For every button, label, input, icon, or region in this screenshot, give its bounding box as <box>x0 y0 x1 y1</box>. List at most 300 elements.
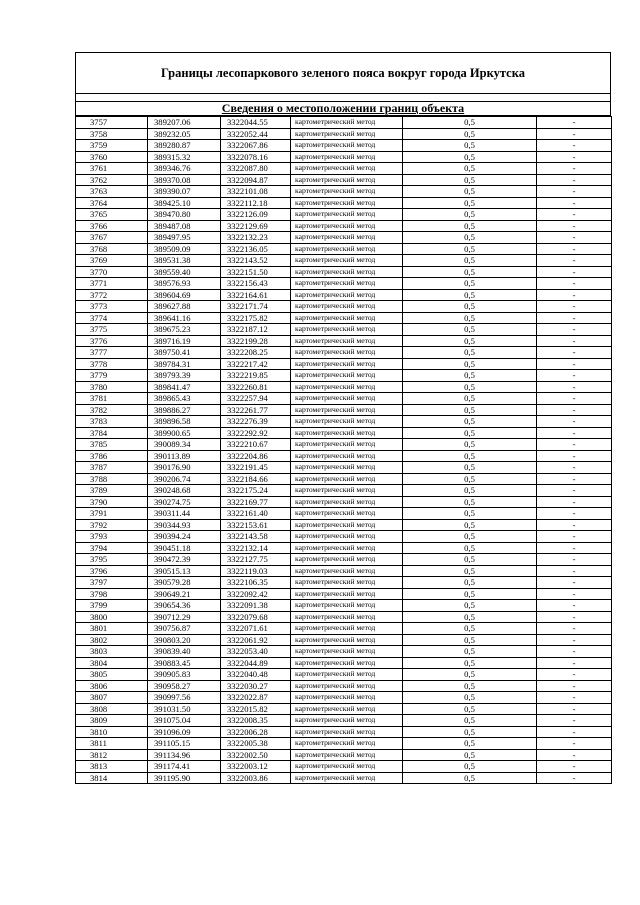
point-number-cell: 3795 <box>76 554 148 566</box>
method-cell: картометрический метод <box>291 404 403 416</box>
point-number-cell: 3767 <box>76 232 148 244</box>
accuracy-cell: 0,5 <box>403 473 537 485</box>
coordinate-y-cell: 3322143.58 <box>221 531 291 543</box>
point-number-cell: 3804 <box>76 657 148 669</box>
description-cell: - <box>537 611 612 623</box>
table-row <box>76 370 612 382</box>
description-cell: - <box>537 646 612 658</box>
method-cell: картометрический метод <box>291 496 403 508</box>
accuracy-cell: 0,5 <box>403 289 537 301</box>
method-cell: картометрический метод <box>291 393 403 405</box>
accuracy-cell: 0,5 <box>403 312 537 324</box>
point-number-cell: 3807 <box>76 692 148 704</box>
point-number-cell: 3793 <box>76 531 148 543</box>
accuracy-cell: 0,5 <box>403 749 537 761</box>
coordinate-y-cell: 3322204.86 <box>221 450 291 462</box>
coordinate-x-cell: 389531.38 <box>148 255 221 267</box>
table-row <box>76 726 612 738</box>
accuracy-cell: 0,5 <box>403 611 537 623</box>
description-cell: - <box>537 473 612 485</box>
coordinate-y-cell: 3322208.25 <box>221 347 291 359</box>
point-number-cell: 3811 <box>76 738 148 750</box>
coordinate-y-cell: 3322210.67 <box>221 439 291 451</box>
description-cell: - <box>537 496 612 508</box>
table-row <box>76 174 612 186</box>
coordinate-y-cell: 3322022.87 <box>221 692 291 704</box>
description-cell: - <box>537 439 612 451</box>
coordinate-y-cell: 3322091.38 <box>221 600 291 612</box>
point-number-cell: 3769 <box>76 255 148 267</box>
point-number-cell: 3760 <box>76 151 148 163</box>
point-number-cell: 3778 <box>76 358 148 370</box>
coordinate-x-cell: 390515.13 <box>148 565 221 577</box>
coordinate-y-cell: 3322257.94 <box>221 393 291 405</box>
accuracy-cell: 0,5 <box>403 197 537 209</box>
coordinate-x-cell: 390274.75 <box>148 496 221 508</box>
description-cell: - <box>537 600 612 612</box>
accuracy-cell: 0,5 <box>403 588 537 600</box>
coordinate-y-cell: 3322101.08 <box>221 186 291 198</box>
accuracy-cell: 0,5 <box>403 600 537 612</box>
point-number-cell: 3776 <box>76 335 148 347</box>
coordinate-y-cell: 3322071.61 <box>221 623 291 635</box>
method-cell: картометрический метод <box>291 715 403 727</box>
coordinate-y-cell: 3322153.61 <box>221 519 291 531</box>
accuracy-cell: 0,5 <box>403 565 537 577</box>
boundary-points-table <box>75 116 612 784</box>
table-row <box>76 312 612 324</box>
coordinate-x-cell: 389390.07 <box>148 186 221 198</box>
method-cell: картометрический метод <box>291 657 403 669</box>
coordinate-x-cell: 389576.93 <box>148 278 221 290</box>
coordinate-x-cell: 390712.29 <box>148 611 221 623</box>
accuracy-cell: 0,5 <box>403 347 537 359</box>
coordinate-x-cell: 391096.09 <box>148 726 221 738</box>
coordinate-y-cell: 3322119.03 <box>221 565 291 577</box>
method-cell: картометрический метод <box>291 634 403 646</box>
description-cell: - <box>537 312 612 324</box>
table-body <box>76 117 612 784</box>
method-cell: картометрический метод <box>291 542 403 554</box>
description-cell: - <box>537 772 612 784</box>
description-cell: - <box>537 680 612 692</box>
table-row <box>76 163 612 175</box>
accuracy-cell: 0,5 <box>403 140 537 152</box>
point-number-cell: 3779 <box>76 370 148 382</box>
coordinate-x-cell: 389900.65 <box>148 427 221 439</box>
accuracy-cell: 0,5 <box>403 174 537 186</box>
coordinate-x-cell: 389716.19 <box>148 335 221 347</box>
accuracy-cell: 0,5 <box>403 519 537 531</box>
accuracy-cell: 0,5 <box>403 358 537 370</box>
coordinate-x-cell: 390883.45 <box>148 657 221 669</box>
point-number-cell: 3785 <box>76 439 148 451</box>
description-cell: - <box>537 542 612 554</box>
method-cell: картометрический метод <box>291 680 403 692</box>
coordinate-x-cell: 390394.24 <box>148 531 221 543</box>
coordinate-y-cell: 3322187.12 <box>221 324 291 336</box>
coordinate-x-cell: 390756.87 <box>148 623 221 635</box>
description-cell: - <box>537 634 612 646</box>
table-row <box>76 473 612 485</box>
point-number-cell: 3780 <box>76 381 148 393</box>
point-number-cell: 3764 <box>76 197 148 209</box>
point-number-cell: 3801 <box>76 623 148 635</box>
method-cell: картометрический метод <box>291 289 403 301</box>
coordinate-y-cell: 3322008.35 <box>221 715 291 727</box>
coordinate-x-cell: 389793.39 <box>148 370 221 382</box>
coordinate-x-cell: 389675.23 <box>148 324 221 336</box>
table-row <box>76 669 612 681</box>
coordinate-y-cell: 3322161.40 <box>221 508 291 520</box>
point-number-cell: 3766 <box>76 220 148 232</box>
coordinate-x-cell: 389497.95 <box>148 232 221 244</box>
point-number-cell: 3797 <box>76 577 148 589</box>
method-cell: картометрический метод <box>291 312 403 324</box>
method-cell: картометрический метод <box>291 565 403 577</box>
method-cell: картометрический метод <box>291 703 403 715</box>
description-cell: - <box>537 140 612 152</box>
description-cell: - <box>537 623 612 635</box>
description-cell: - <box>537 738 612 750</box>
table-row <box>76 772 612 784</box>
table-row <box>76 531 612 543</box>
method-cell: картометрический метод <box>291 519 403 531</box>
accuracy-cell: 0,5 <box>403 692 537 704</box>
coordinate-x-cell: 389346.76 <box>148 163 221 175</box>
table-row <box>76 278 612 290</box>
description-cell: - <box>537 577 612 589</box>
point-number-cell: 3763 <box>76 186 148 198</box>
coordinate-x-cell: 391105.15 <box>148 738 221 750</box>
coordinate-y-cell: 3322217.42 <box>221 358 291 370</box>
coordinate-x-cell: 391031.50 <box>148 703 221 715</box>
coordinate-y-cell: 3322052.44 <box>221 128 291 140</box>
method-cell: картометрический метод <box>291 473 403 485</box>
description-cell: - <box>537 335 612 347</box>
coordinate-x-cell: 390905.83 <box>148 669 221 681</box>
coordinate-y-cell: 3322132.23 <box>221 232 291 244</box>
table-row <box>76 761 612 773</box>
coordinate-x-cell: 391174.41 <box>148 761 221 773</box>
accuracy-cell: 0,5 <box>403 209 537 221</box>
coordinate-y-cell: 3322132.14 <box>221 542 291 554</box>
description-cell: - <box>537 427 612 439</box>
method-cell: картометрический метод <box>291 209 403 221</box>
coordinate-y-cell: 3322112.18 <box>221 197 291 209</box>
accuracy-cell: 0,5 <box>403 772 537 784</box>
coordinate-x-cell: 390839.40 <box>148 646 221 658</box>
point-number-cell: 3762 <box>76 174 148 186</box>
method-cell: картометрический метод <box>291 347 403 359</box>
description-cell: - <box>537 163 612 175</box>
method-cell: картометрический метод <box>291 197 403 209</box>
coordinate-x-cell: 390206.74 <box>148 473 221 485</box>
accuracy-cell: 0,5 <box>403 163 537 175</box>
accuracy-cell: 0,5 <box>403 416 537 428</box>
coordinate-x-cell: 390654.36 <box>148 600 221 612</box>
point-number-cell: 3796 <box>76 565 148 577</box>
method-cell: картометрический метод <box>291 358 403 370</box>
description-cell: - <box>537 508 612 520</box>
coordinate-y-cell: 3322127.75 <box>221 554 291 566</box>
coordinate-y-cell: 3322191.45 <box>221 462 291 474</box>
coordinate-x-cell: 389207.06 <box>148 117 221 129</box>
table-row <box>76 508 612 520</box>
method-cell: картометрический метод <box>291 761 403 773</box>
document-sheet <box>75 52 611 784</box>
coordinate-x-cell: 389627.88 <box>148 301 221 313</box>
coordinate-y-cell: 3322044.55 <box>221 117 291 129</box>
method-cell: картометрический метод <box>291 772 403 784</box>
coordinate-y-cell: 3322143.52 <box>221 255 291 267</box>
point-number-cell: 3783 <box>76 416 148 428</box>
coordinate-y-cell: 3322040.48 <box>221 669 291 681</box>
coordinate-y-cell: 3322053.40 <box>221 646 291 658</box>
table-row <box>76 600 612 612</box>
accuracy-cell: 0,5 <box>403 715 537 727</box>
description-cell: - <box>537 450 612 462</box>
description-cell: - <box>537 715 612 727</box>
method-cell: картометрический метод <box>291 370 403 382</box>
coordinate-x-cell: 390803.20 <box>148 634 221 646</box>
description-cell: - <box>537 243 612 255</box>
description-cell: - <box>537 347 612 359</box>
table-row <box>76 335 612 347</box>
coordinate-x-cell: 389370.08 <box>148 174 221 186</box>
method-cell: картометрический метод <box>291 220 403 232</box>
method-cell: картометрический метод <box>291 117 403 129</box>
coordinate-x-cell: 389315.32 <box>148 151 221 163</box>
accuracy-cell: 0,5 <box>403 220 537 232</box>
coordinate-x-cell: 389280.87 <box>148 140 221 152</box>
accuracy-cell: 0,5 <box>403 255 537 267</box>
description-cell: - <box>537 266 612 278</box>
coordinate-y-cell: 3322006.28 <box>221 726 291 738</box>
accuracy-cell: 0,5 <box>403 508 537 520</box>
table-row <box>76 186 612 198</box>
coordinate-y-cell: 3322126.09 <box>221 209 291 221</box>
point-number-cell: 3761 <box>76 163 148 175</box>
document-subtitle: Сведения о местоположении границ объекта <box>221 101 465 115</box>
description-cell: - <box>537 197 612 209</box>
method-cell: картометрический метод <box>291 485 403 497</box>
coordinate-x-cell: 389750.41 <box>148 347 221 359</box>
method-cell: картометрический метод <box>291 749 403 761</box>
coordinate-x-cell: 389509.09 <box>148 243 221 255</box>
method-cell: картометрический метод <box>291 301 403 313</box>
table-row <box>76 140 612 152</box>
coordinate-y-cell: 3322003.12 <box>221 761 291 773</box>
coordinate-x-cell: 389604.69 <box>148 289 221 301</box>
coordinate-y-cell: 3322092.42 <box>221 588 291 600</box>
method-cell: картометрический метод <box>291 554 403 566</box>
description-cell: - <box>537 761 612 773</box>
description-cell: - <box>537 749 612 761</box>
table-row <box>76 209 612 221</box>
accuracy-cell: 0,5 <box>403 485 537 497</box>
coordinate-y-cell: 3322061.92 <box>221 634 291 646</box>
accuracy-cell: 0,5 <box>403 646 537 658</box>
table-row <box>76 565 612 577</box>
point-number-cell: 3809 <box>76 715 148 727</box>
point-number-cell: 3790 <box>76 496 148 508</box>
coordinate-y-cell: 3322175.82 <box>221 312 291 324</box>
table-row <box>76 485 612 497</box>
coordinate-x-cell: 390176.90 <box>148 462 221 474</box>
accuracy-cell: 0,5 <box>403 531 537 543</box>
accuracy-cell: 0,5 <box>403 496 537 508</box>
point-number-cell: 3806 <box>76 680 148 692</box>
coordinate-x-cell: 389425.10 <box>148 197 221 209</box>
table-row <box>76 749 612 761</box>
table-row <box>76 634 612 646</box>
table-row <box>76 439 612 451</box>
table-row <box>76 715 612 727</box>
accuracy-cell: 0,5 <box>403 439 537 451</box>
coordinate-x-cell: 391134.96 <box>148 749 221 761</box>
method-cell: картометрический метод <box>291 600 403 612</box>
coordinate-x-cell: 390089.34 <box>148 439 221 451</box>
coordinate-x-cell: 390344.93 <box>148 519 221 531</box>
description-cell: - <box>537 324 612 336</box>
description-cell: - <box>537 669 612 681</box>
point-number-cell: 3808 <box>76 703 148 715</box>
table-row <box>76 151 612 163</box>
point-number-cell: 3813 <box>76 761 148 773</box>
accuracy-cell: 0,5 <box>403 266 537 278</box>
coordinate-y-cell: 3322136.05 <box>221 243 291 255</box>
coordinate-y-cell: 3322079.68 <box>221 611 291 623</box>
table-row <box>76 393 612 405</box>
method-cell: картометрический метод <box>291 439 403 451</box>
method-cell: картометрический метод <box>291 611 403 623</box>
description-cell: - <box>537 381 612 393</box>
description-cell: - <box>537 485 612 497</box>
coordinate-y-cell: 3322005.38 <box>221 738 291 750</box>
description-cell: - <box>537 220 612 232</box>
table-row <box>76 646 612 658</box>
description-cell: - <box>537 278 612 290</box>
method-cell: картометрический метод <box>291 646 403 658</box>
method-cell: картометрический метод <box>291 462 403 474</box>
point-number-cell: 3758 <box>76 128 148 140</box>
description-cell: - <box>537 519 612 531</box>
point-number-cell: 3789 <box>76 485 148 497</box>
coordinate-y-cell: 3322151.50 <box>221 266 291 278</box>
coordinate-y-cell: 3322044.89 <box>221 657 291 669</box>
method-cell: картометрический метод <box>291 278 403 290</box>
point-number-cell: 3810 <box>76 726 148 738</box>
coordinate-x-cell: 389559.40 <box>148 266 221 278</box>
description-cell: - <box>537 174 612 186</box>
table-row <box>76 301 612 313</box>
point-number-cell: 3777 <box>76 347 148 359</box>
method-cell: картометрический метод <box>291 174 403 186</box>
point-number-cell: 3787 <box>76 462 148 474</box>
coordinate-x-cell: 390472.39 <box>148 554 221 566</box>
coordinate-y-cell: 3322003.86 <box>221 772 291 784</box>
coordinate-y-cell: 3322175.24 <box>221 485 291 497</box>
coordinate-y-cell: 3322292.92 <box>221 427 291 439</box>
coordinate-x-cell: 389784.31 <box>148 358 221 370</box>
coordinate-x-cell: 390248.68 <box>148 485 221 497</box>
point-number-cell: 3775 <box>76 324 148 336</box>
description-cell: - <box>537 416 612 428</box>
coordinate-x-cell: 390649.21 <box>148 588 221 600</box>
accuracy-cell: 0,5 <box>403 634 537 646</box>
point-number-cell: 3814 <box>76 772 148 784</box>
coordinate-y-cell: 3322002.50 <box>221 749 291 761</box>
coordinate-y-cell: 3322015.82 <box>221 703 291 715</box>
coordinate-x-cell: 390579.28 <box>148 577 221 589</box>
description-cell: - <box>537 726 612 738</box>
accuracy-cell: 0,5 <box>403 370 537 382</box>
accuracy-cell: 0,5 <box>403 542 537 554</box>
table-row <box>76 220 612 232</box>
description-cell: - <box>537 186 612 198</box>
accuracy-cell: 0,5 <box>403 232 537 244</box>
document-header <box>75 52 611 116</box>
accuracy-cell: 0,5 <box>403 554 537 566</box>
table-row <box>76 588 612 600</box>
table-row <box>76 358 612 370</box>
point-number-cell: 3784 <box>76 427 148 439</box>
coordinate-y-cell: 3322260.81 <box>221 381 291 393</box>
table-row <box>76 289 612 301</box>
method-cell: картометрический метод <box>291 623 403 635</box>
table-row <box>76 416 612 428</box>
coordinate-y-cell: 3322276.39 <box>221 416 291 428</box>
table-row <box>76 623 612 635</box>
method-cell: картометрический метод <box>291 381 403 393</box>
accuracy-cell: 0,5 <box>403 404 537 416</box>
accuracy-cell: 0,5 <box>403 335 537 347</box>
point-number-cell: 3802 <box>76 634 148 646</box>
description-cell: - <box>537 692 612 704</box>
point-number-cell: 3765 <box>76 209 148 221</box>
description-cell: - <box>537 462 612 474</box>
coordinate-x-cell: 389896.58 <box>148 416 221 428</box>
table-row <box>76 692 612 704</box>
method-cell: картометрический метод <box>291 186 403 198</box>
accuracy-cell: 0,5 <box>403 703 537 715</box>
accuracy-cell: 0,5 <box>403 186 537 198</box>
accuracy-cell: 0,5 <box>403 669 537 681</box>
table-row <box>76 577 612 589</box>
coordinate-x-cell: 390113.89 <box>148 450 221 462</box>
accuracy-cell: 0,5 <box>403 623 537 635</box>
table-row <box>76 347 612 359</box>
table-row <box>76 427 612 439</box>
method-cell: картометрический метод <box>291 726 403 738</box>
table-row <box>76 381 612 393</box>
coordinate-x-cell: 389470.80 <box>148 209 221 221</box>
coordinate-x-cell: 390311.44 <box>148 508 221 520</box>
table-row <box>76 703 612 715</box>
description-cell: - <box>537 370 612 382</box>
method-cell: картометрический метод <box>291 588 403 600</box>
point-number-cell: 3782 <box>76 404 148 416</box>
point-number-cell: 3812 <box>76 749 148 761</box>
point-number-cell: 3800 <box>76 611 148 623</box>
point-number-cell: 3757 <box>76 117 148 129</box>
description-cell: - <box>537 565 612 577</box>
description-cell: - <box>537 404 612 416</box>
table-row <box>76 680 612 692</box>
point-number-cell: 3792 <box>76 519 148 531</box>
coordinate-y-cell: 3322219.85 <box>221 370 291 382</box>
